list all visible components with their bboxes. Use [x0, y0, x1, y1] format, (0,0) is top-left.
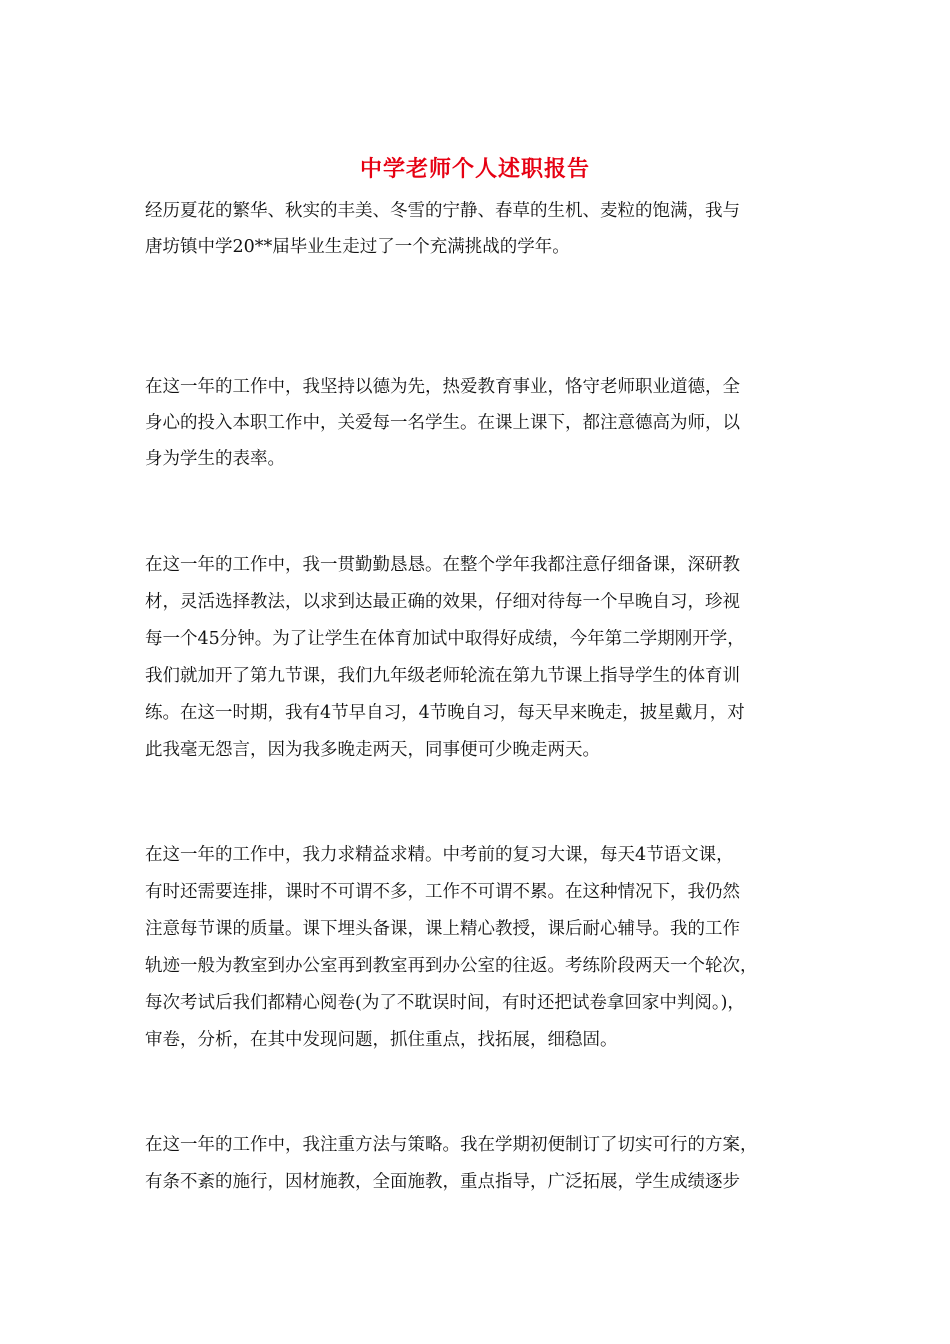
paragraph-line: 经历夏花的繁华、秋实的丰美、冬雪的宁静、春草的生机、麦粒的饱满，我与 — [145, 201, 740, 221]
document-title: 中学老师个人述职报告 — [359, 156, 590, 182]
paragraph-line: 注意每节课的质量。课下埋头备课，课上精心教授，课后耐心辅导。我的工作 — [145, 919, 740, 939]
paragraph-line: 在这一年的工作中，我一贯勤勤恳恳。在整个学年我都注意仔细备课，深研教 — [145, 555, 740, 575]
paragraph-line: 审卷，分析，在其中发现问题，抓住重点，找拓展，细稳固。 — [145, 1030, 618, 1050]
paragraph-line: 在这一年的工作中，我注重方法与策略。我在学期初便制订了切实可行的方案， — [145, 1135, 758, 1155]
paragraph-line: 练。在这一时期，我有4节早自习，4节晚自习，每天早来晚走，披星戴月，对 — [145, 703, 745, 723]
paragraph-line: 有时还需要连排，课时不可谓不多，工作不可谓不累。在这种情况下，我仍然 — [145, 882, 740, 902]
paragraph-line: 在这一年的工作中，我力求精益求精。中考前的复习大课，每天4节语文课， — [145, 845, 734, 865]
paragraph-line: 轨迹一般为教室到办公室再到教室再到办公室的往返。考练阶段两天一个轮次， — [145, 956, 758, 976]
paragraph-line: 有条不紊的施行，因材施教，全面施教，重点指导，广泛拓展，学生成绩逐步 — [145, 1172, 740, 1192]
paragraph-line: 此我毫无怨言，因为我多晚走两天，同事便可少晚走两天。 — [145, 740, 600, 760]
paragraph-line: 我们就加开了第九节课，我们九年级老师轮流在第九节课上指导学生的体育训 — [145, 666, 740, 686]
paragraph-line: 每一个45分钟。为了让学生在体育加试中取得好成绩，今年第二学期刚开学， — [145, 629, 745, 649]
paragraph-line: 身心的投入本职工作中，关爱每一名学生。在课上课下，都注意德高为师，以 — [145, 413, 740, 433]
paragraph-line: 材，灵活选择教法，以求到达最正确的效果，仔细对待每一个早晚自习，珍视 — [145, 592, 740, 612]
paragraph-line: 每次考试后我们都精心阅卷(为了不耽误时间，有时还把试卷拿回家中判阅。)， — [145, 993, 745, 1013]
paragraph-line: 身为学生的表率。 — [145, 449, 285, 469]
paragraph-line: 唐坊镇中学20**届毕业生走过了一个充满挑战的学年。 — [145, 237, 570, 257]
paragraph-line: 在这一年的工作中，我坚持以德为先，热爱教育事业，恪守老师职业道德，全 — [145, 377, 740, 397]
